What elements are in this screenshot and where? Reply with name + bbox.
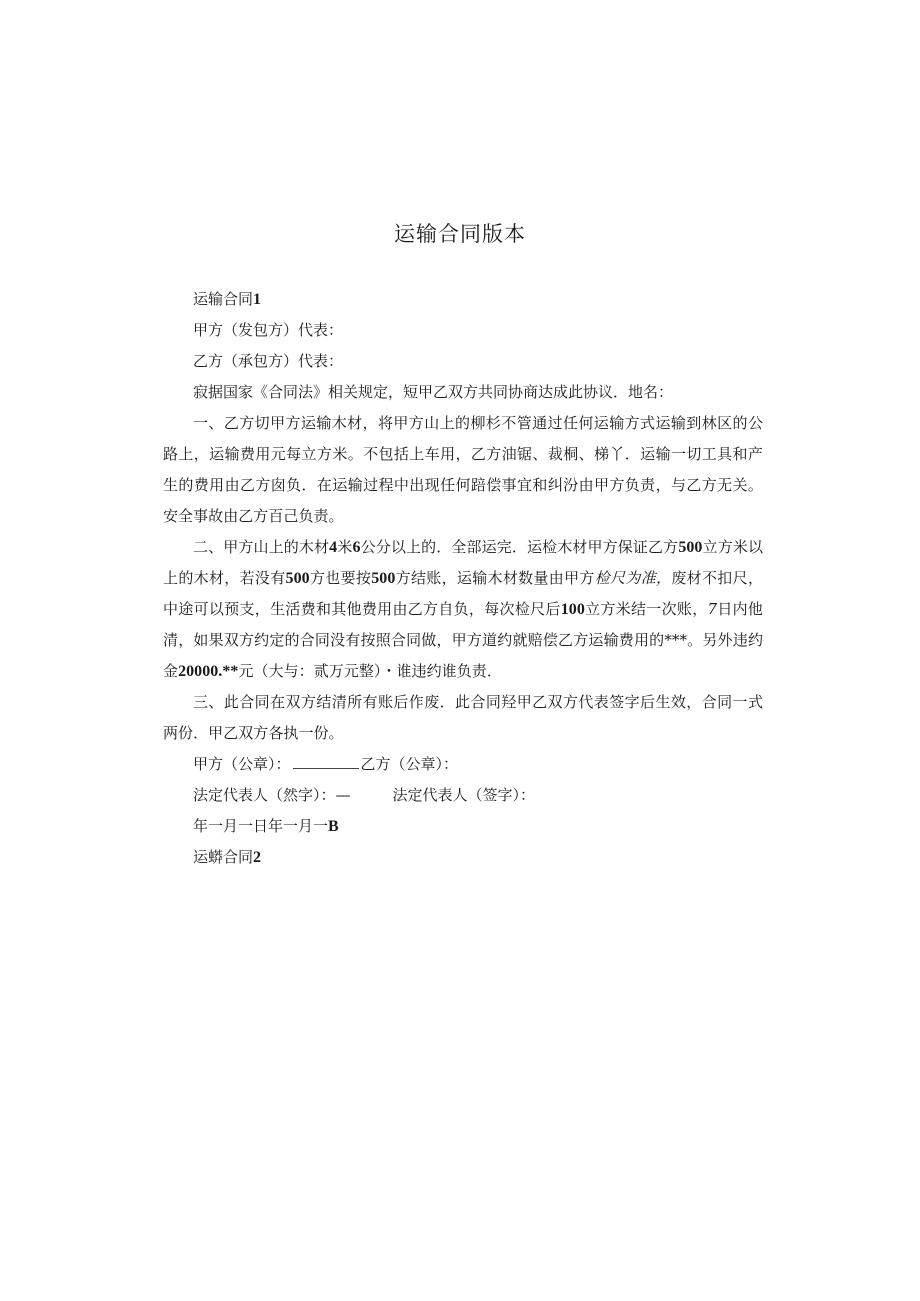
seal-row: [163, 749, 763, 780]
clause-2-num-5: 500: [371, 570, 396, 587]
clause-2-num-7: 20000.**: [178, 663, 239, 680]
clause-2-text-10: 元（大与：贰万元整）・谁违约谁负责．: [238, 662, 502, 680]
contract-2-heading-text: 运蟒合同: [193, 848, 254, 866]
clause-2: [163, 532, 763, 687]
clause-2-text-6: 方结账，运输木材数量由甲方: [395, 569, 595, 587]
date-line: [163, 811, 763, 842]
seal-blank-line: [293, 754, 359, 769]
clause-2-num-4: 500: [285, 570, 310, 587]
clause-2-italic-2: 7: [707, 600, 718, 618]
party-a-seal-label: 甲方（公章）：: [193, 755, 291, 773]
clause-2-num-6: 100: [560, 601, 585, 618]
legal-rep-b-label: 法定代表人（签字）：: [392, 786, 536, 804]
clause-2-num-2: 6: [352, 539, 361, 556]
clause-2-text-9: 日内他清，如果双方约定的合同没有按照合同做，甲方道约就赔偿乙方运输费用的***。另外违约金: [163, 600, 763, 680]
contract-1-heading-number: 1: [253, 291, 262, 308]
date-line-end: B: [328, 818, 339, 835]
clause-2-num-1: 4: [329, 539, 338, 556]
clause-2-text-5: 方也要按: [309, 569, 372, 587]
clause-2-text-2: 米: [337, 538, 353, 556]
contract-2-heading: [163, 842, 763, 873]
clause-2-text-1: 二、甲方山上的木材: [193, 538, 330, 556]
contract-2-heading-number: 2: [253, 849, 262, 866]
legal-rep-a-label: 法定代表人（然字）：—: [193, 786, 351, 804]
clause-2-text-3: 公分以上的．全部运完．运检木材甲方保证乙方: [360, 538, 679, 556]
clause-2-text-8: 立方米结一次账，: [584, 600, 708, 618]
clause-2-italic-1: 检尺为准，: [594, 569, 672, 587]
document-title: 运输合同版本: [394, 222, 526, 246]
clause-2-text-4: 立方米以上的木材，若没有: [163, 538, 764, 587]
contract-1-heading: [163, 284, 763, 315]
party-b-seal-label: 乙方（公章）：: [360, 755, 459, 773]
party-a-representative: 甲方（发包方）代表：: [193, 321, 344, 339]
clause-2-num-3: 500: [678, 539, 703, 556]
date-line-text: 年一月一日年一月一: [193, 817, 329, 835]
clause-2-text-7: 废材不扣尺，中途可以预支，生活费和其他费用由乙方自负，每次检尺后: [163, 569, 763, 618]
party-b-representative: 乙方（承包方）代表：: [193, 352, 344, 370]
document-body: [163, 284, 763, 873]
clause-3: 三、此合同在双方结清所有账后作废．此合同羟甲乙双方代表签字后生效，合同一式两份．甲乙双方各执一份。: [163, 693, 763, 742]
preamble: 寂据国家《合同法》相关规定，短甲乙双方共同协商达成此协议．地名：: [193, 383, 674, 401]
clause-1: 一、乙方切甲方运输木材，将甲方山上的柳杉不管通过任何运输方式运输到林区的公路上，运输费用元每立方米。不包括上车用，乙方油锯、裁桐、梯丫．运输一切工具和产生的费用由乙方囱负．在运输过程中出现任何踣偿事宜和纠汾由甲方负责，与乙方无关。安全事故由乙方百己负责。: [163, 414, 763, 525]
contract-1-heading-text: 运输合同: [193, 290, 254, 308]
legal-representative-row: [163, 780, 763, 811]
